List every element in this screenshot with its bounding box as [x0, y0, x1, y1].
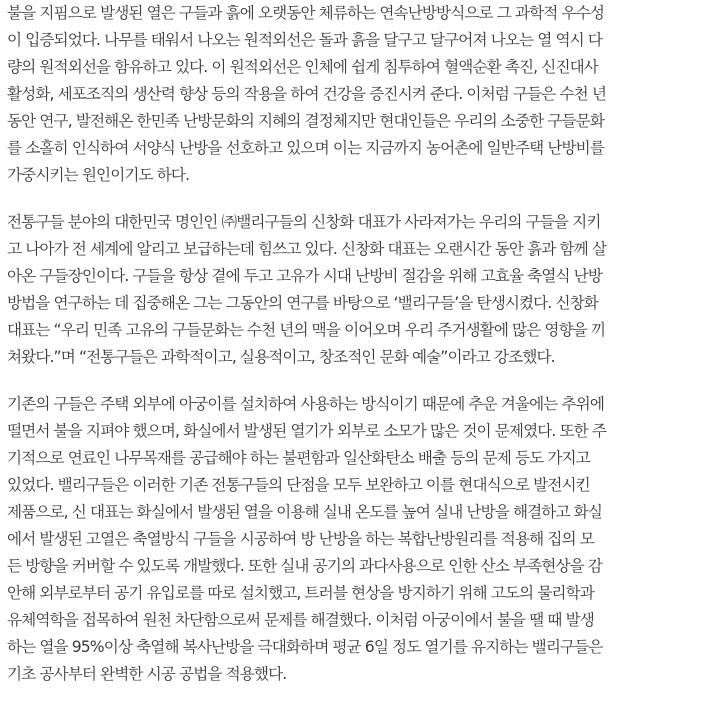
text-line: 기적으로 연료인 나무목재를 공급해야 하는 불편함과 일산화탄소 배출 등의 문제 등도 가지고: [7, 449, 590, 467]
text-line: 를 소홀히 인식하여 서양식 난방을 선호하고 있으며 이는 지금까지 농어촌에 일반주택 난방비를: [7, 139, 605, 157]
paragraph-3: [7, 391, 707, 688]
text-line: 량의 원적외선을 함유하고 있다. 이 원적외선은 인체에 쉽게 침투하여 혈액순환 촉진, 신진대사: [7, 58, 598, 76]
text-line: 아온 구들장인이다. 구들을 항상 곁에 두고 고유가 시대 난방비 절감을 위해 고효율 축열식 난방: [7, 267, 603, 285]
text-line: 전통구들 분야의 대한민국 명인인 ㈜밸리구들의 신창화 대표가 사라져가는 우리의 구들을 지키: [7, 213, 601, 231]
paragraph-spacer: [7, 189, 707, 209]
text-line: 동안 연구, 발전해온 한민족 난방문화의 지혜의 결정체지만 현대인들은 우리의 소중한 구들문화: [7, 112, 605, 130]
text-line: 제품으로, 신 대표는 화실에서 발생된 열을 이용해 실내 온도를 높여 실내 난방을 해결하고 화실: [7, 503, 603, 521]
text-line: 이 입증되었다. 나무를 태워서 나오는 원적외선은 돌과 흙을 달구고 달구어져 나오는 열 역시 다: [7, 31, 603, 49]
text-line: 대표는 “우리 민족 고유의 구들문화는 수천 년의 맥을 이어오며 우리 주거생활에 많은 영향을 끼: [7, 321, 606, 339]
text-line: 활성화, 세포조직의 생산력 향상 등의 작용을 하여 건강을 증진시켜 준다. 이처럼 구들은 수천 년: [7, 85, 607, 103]
text-line: 쳐왔다.”며 “전통구들은 과학적이고, 실용적이고, 창조적인 문화 예술”이라고 강조했다.: [7, 348, 555, 366]
text-line: 유체역학을 접목하여 원천 차단함으로써 문제를 해결했다. 이처럼 아궁이에서 불을 땔 때 발생: [7, 611, 594, 629]
text-line: 고 나아가 전 세계에 알리고 보급하는데 힘쓰고 있다. 신창화 대표는 오랜시간 동안 흙과 함께 살: [7, 240, 607, 258]
text-line: 기존의 구들은 주택 외부에 아궁이를 설치하여 사용하는 방식이기 때문에 추운 겨울에는 추위에: [7, 395, 605, 413]
text-line: 기초 공사부터 완벽한 시공 공법을 적용했다.: [7, 665, 287, 683]
text-line: 떨면서 불을 지펴야 했으며, 화실에서 발생된 열기가 외부로 소모가 많은 것이 문제였다. 또한 주: [7, 422, 607, 440]
paragraph-spacer: [7, 371, 707, 391]
paragraph-1: [7, 0, 707, 189]
text-line: 방법을 연구하는 데 집중해온 그는 그동안의 연구를 바탕으로 ‘밸리구들’을 탄생시켰다. 신창화: [7, 294, 598, 312]
text-line: 불을 지핌으로 발생된 열은 구들과 흙에 오랫동안 체류하는 연속난방방식으로 그 과학적 우수성: [7, 4, 605, 22]
text-line: 하는 열을 95%이상 축열해 복사난방을 극대화하며 평균 6일 정도 열기를 유지하는 밸리구들은: [7, 638, 603, 656]
text-line: 든 방향을 커버할 수 있도록 개발했다. 또한 실내 공기의 과다사용으로 인한 산소 부족현상을 감: [7, 557, 603, 575]
paragraph-2: [7, 209, 707, 371]
text-line: 있었다. 밸리구들은 이러한 기존 전통구들의 단점을 모두 보완하고 이를 현대식으로 발전시킨: [7, 476, 590, 494]
article-body: [7, 0, 707, 688]
text-line: 가중시키는 원인이기도 하다.: [7, 166, 190, 184]
text-line: 에서 발생된 고열은 축열방식 구들을 시공하여 방 난방을 하는 복합난방원리를 적용해 집의 모: [7, 530, 594, 548]
text-line: 안해 외부로부터 공기 유입로를 따로 설치했고, 트러블 현상을 방지하기 위해 고도의 물리학과: [7, 584, 594, 602]
